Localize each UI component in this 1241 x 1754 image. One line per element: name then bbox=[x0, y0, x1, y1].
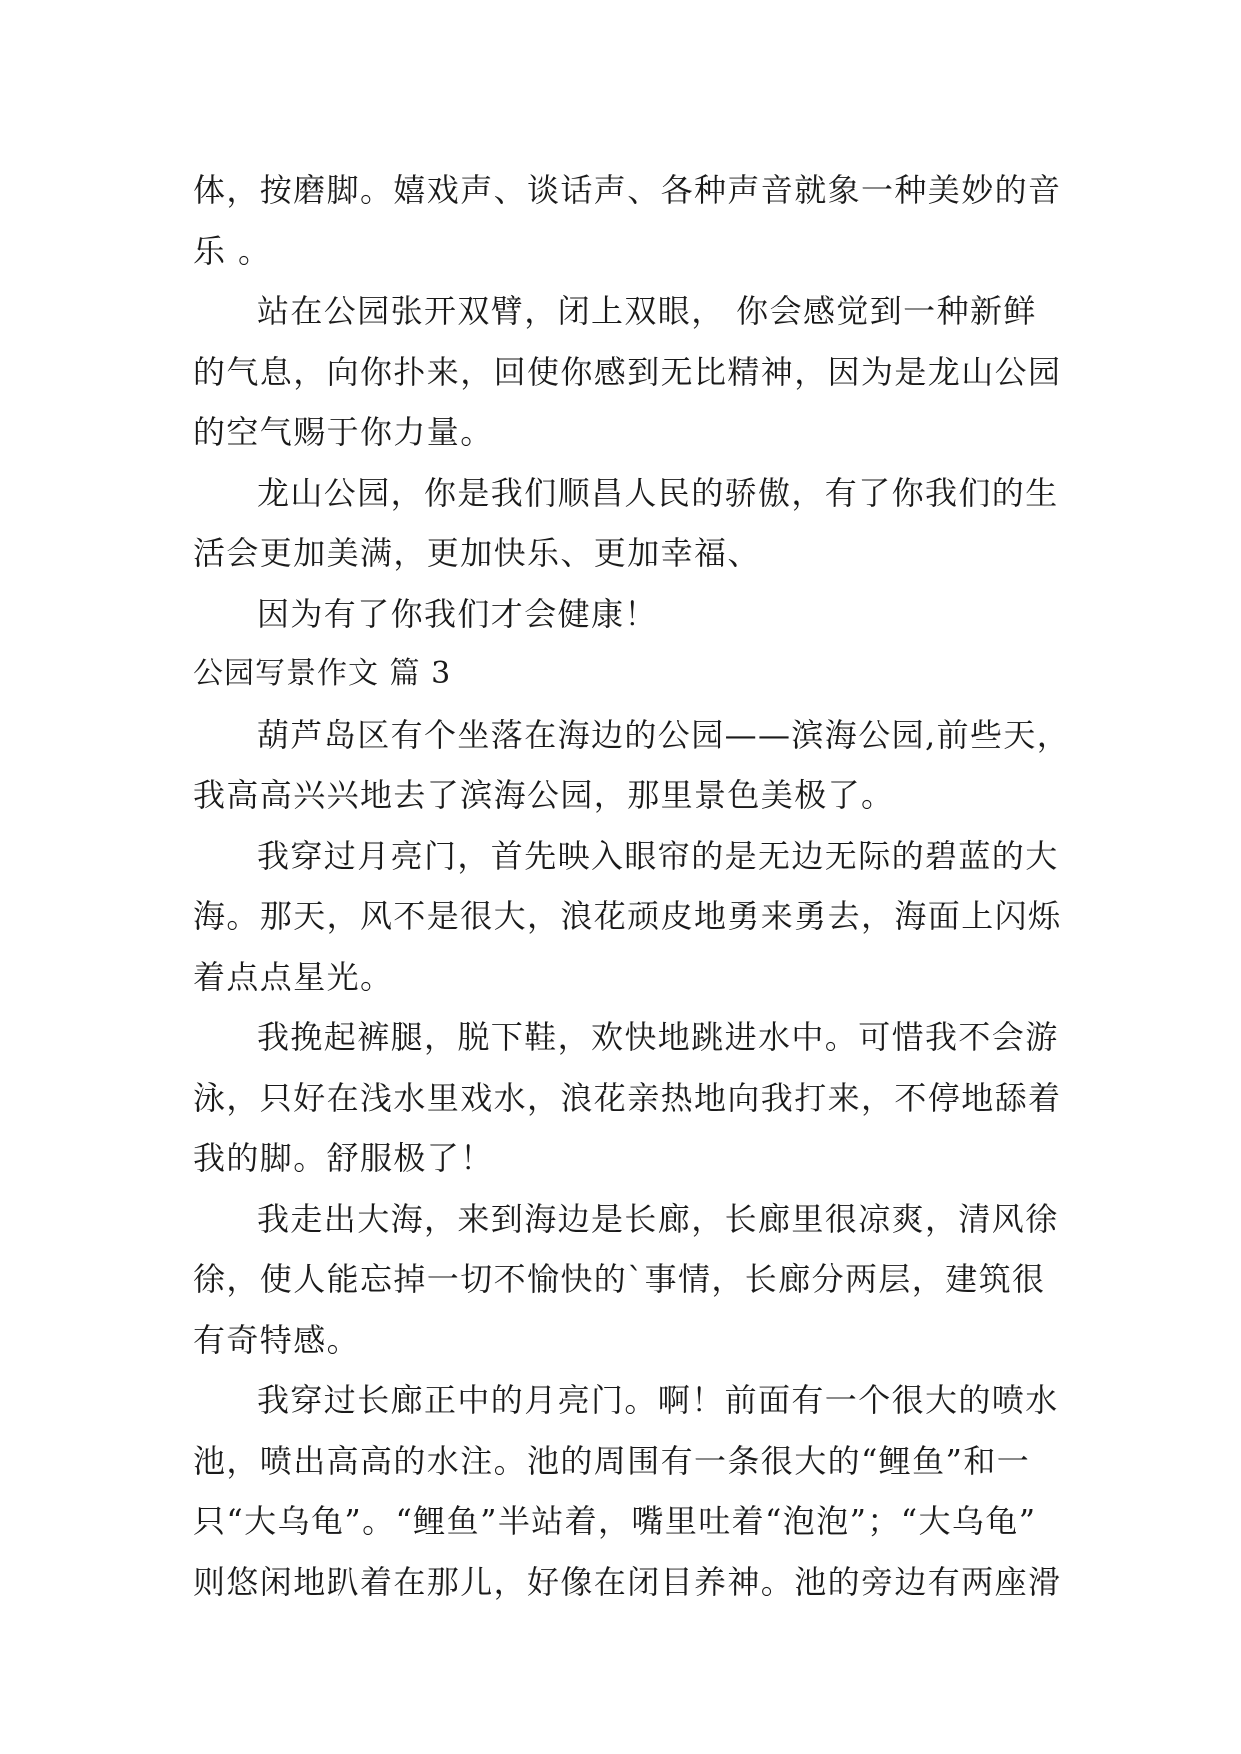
text-line: 泳，只好在浅水里戏水，浪花亲热地向我打来，不停地舔着 bbox=[193, 1078, 1062, 1117]
text-line: 则悠闲地趴着在那儿，好像在闭目养神。池的旁边有两座滑 bbox=[193, 1562, 1062, 1601]
text-line: 的气息，向你扑来，回使你感到无比精神，因为是龙山公园 bbox=[193, 352, 1062, 391]
document-page bbox=[193, 160, 1071, 1612]
text-line: 有奇特感。 bbox=[193, 1320, 361, 1359]
text-line: 活会更加美满，更加快乐、更加幸福、 bbox=[193, 534, 761, 572]
text-line: 的空气赐于你力量。 bbox=[193, 413, 494, 451]
paragraph-start-line: 站在公园张开双臂，闭上双眼， 你会感觉到一种新鲜 bbox=[257, 292, 1037, 330]
paragraph-start-line: 我穿过长廊正中的月亮门。啊！前面有一个很大的喷水 bbox=[257, 1381, 1059, 1419]
text-line: 乐 。 bbox=[193, 231, 272, 270]
text-line: 池，喷出高高的水注。池的周围有一条很大的“鲤鱼”和一 bbox=[193, 1441, 1031, 1480]
paragraph-start-line: 我走出大海，来到海边是长廊，长廊里很凉爽，清风徐 bbox=[257, 1199, 1059, 1238]
paragraph-start-line: 我挽起裤腿，脱下鞋，欢快地跳进水中。可惜我不会游 bbox=[257, 1018, 1059, 1056]
text-line: 着点点星光。 bbox=[193, 957, 394, 996]
text-line: 徐，使人能忘掉一切不愉快的`事情，长廊分两层，建筑很 bbox=[193, 1260, 1046, 1298]
text-line: 体，按磨脚。嬉戏声、谈话声、各种声音就象一种美妙的音 bbox=[193, 171, 1062, 209]
paragraph-start-line: 因为有了你我们才会健康！ bbox=[257, 594, 658, 633]
text-line: 海。那天，风不是很大，浪花顽皮地勇来勇去，海面上闪烁 bbox=[193, 897, 1062, 935]
paragraph-start-line: 龙山公园，你是我们顺昌人民的骄傲，有了你我们的生 bbox=[257, 473, 1059, 512]
text-line: 我高高兴兴地去了滨海公园，那里景色美极了。 bbox=[193, 776, 895, 814]
paragraph-start-line: 我穿过月亮门，首先映入眼帘的是无边无际的碧蓝的大 bbox=[257, 836, 1059, 875]
text-line: 我的脚。舒服极了！ bbox=[193, 1139, 494, 1177]
section-heading: 公园写景作文 篇 3 bbox=[193, 656, 452, 691]
paragraph-start-line: 葫芦岛区有个坐落在海边的公园——滨海公园,前些天， bbox=[257, 715, 1071, 754]
text-line: 只“大乌龟”。“鲤鱼”半站着，嘴里吐着“泡泡”；“大乌龟” bbox=[193, 1502, 1037, 1540]
